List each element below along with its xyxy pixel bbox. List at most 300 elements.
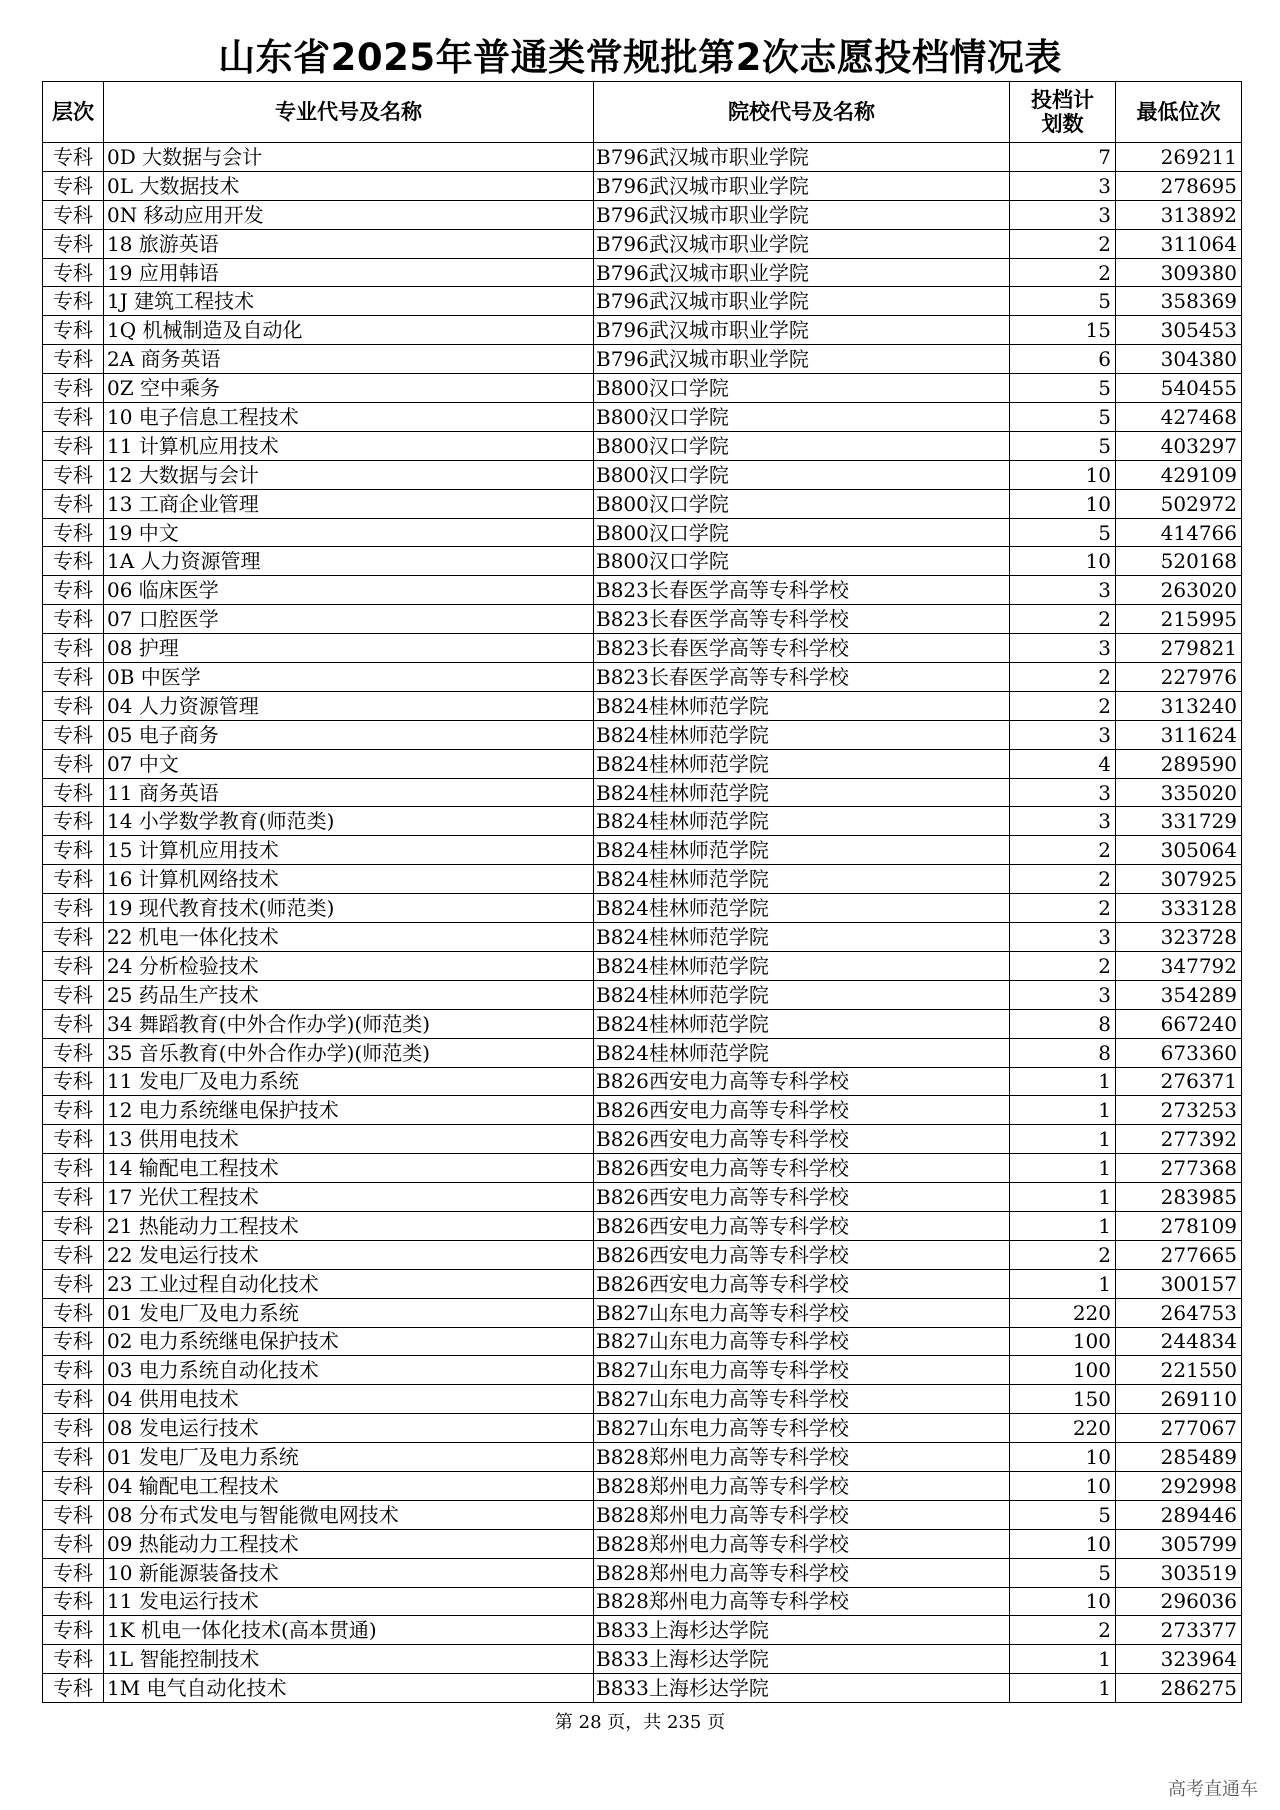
school-cell: B796武汉城市职业学院 <box>594 200 1010 229</box>
rank-cell: 279821 <box>1116 634 1242 663</box>
rank-cell: 333128 <box>1116 894 1242 923</box>
school-cell: B824桂林师范学院 <box>594 691 1010 720</box>
plan-cell: 5 <box>1010 431 1116 460</box>
rank-cell: 277665 <box>1116 1240 1242 1269</box>
major-cell: 14 输配电工程技术 <box>104 1154 594 1183</box>
school-cell: B800汉口学院 <box>594 374 1010 403</box>
major-cell: 34 舞蹈教育(中外合作办学)(师范类) <box>104 1009 594 1038</box>
level-cell: 专科 <box>43 663 104 692</box>
table-row <box>43 691 1242 720</box>
rank-cell: 354289 <box>1116 980 1242 1009</box>
school-cell: B796武汉城市职业学院 <box>594 345 1010 374</box>
level-cell: 专科 <box>43 836 104 865</box>
level-cell: 专科 <box>43 143 104 172</box>
plan-cell: 2 <box>1010 605 1116 634</box>
rank-cell: 311624 <box>1116 720 1242 749</box>
plan-cell: 220 <box>1010 1298 1116 1327</box>
plan-cell: 1 <box>1010 1211 1116 1240</box>
major-cell: 0L 大数据技术 <box>104 171 594 200</box>
table-row <box>43 1067 1242 1096</box>
major-cell: 1M 电气自动化技术 <box>104 1674 594 1703</box>
level-cell: 专科 <box>43 951 104 980</box>
table-row <box>43 1125 1242 1154</box>
table-row <box>43 1529 1242 1558</box>
school-cell: B800汉口学院 <box>594 403 1010 432</box>
level-cell: 专科 <box>43 1038 104 1067</box>
rank-cell: 277392 <box>1116 1125 1242 1154</box>
plan-cell: 1 <box>1010 1067 1116 1096</box>
major-cell: 1J 建筑工程技术 <box>104 287 594 316</box>
table-row <box>43 1154 1242 1183</box>
school-cell: B827山东电力高等专科学校 <box>594 1356 1010 1385</box>
major-cell: 14 小学数学教育(师范类) <box>104 807 594 836</box>
table-row <box>43 663 1242 692</box>
rank-cell: 313240 <box>1116 691 1242 720</box>
level-cell: 专科 <box>43 576 104 605</box>
school-cell: B827山东电力高等专科学校 <box>594 1414 1010 1443</box>
table-row <box>43 778 1242 807</box>
level-cell: 专科 <box>43 605 104 634</box>
plan-cell: 1 <box>1010 1183 1116 1212</box>
school-cell: B833上海杉达学院 <box>594 1645 1010 1674</box>
table-row <box>43 605 1242 634</box>
level-cell: 专科 <box>43 749 104 778</box>
plan-cell: 2 <box>1010 691 1116 720</box>
level-cell: 专科 <box>43 1125 104 1154</box>
level-cell: 专科 <box>43 460 104 489</box>
level-cell: 专科 <box>43 1645 104 1674</box>
school-cell: B826西安电力高等专科学校 <box>594 1183 1010 1212</box>
major-cell: 35 音乐教育(中外合作办学)(师范类) <box>104 1038 594 1067</box>
plan-cell: 2 <box>1010 1240 1116 1269</box>
rank-cell: 311064 <box>1116 229 1242 258</box>
level-cell: 专科 <box>43 1269 104 1298</box>
rank-cell: 296036 <box>1116 1587 1242 1616</box>
school-cell: B800汉口学院 <box>594 489 1010 518</box>
rank-cell: 264753 <box>1116 1298 1242 1327</box>
plan-cell: 10 <box>1010 1587 1116 1616</box>
school-cell: B824桂林师范学院 <box>594 807 1010 836</box>
level-cell: 专科 <box>43 980 104 1009</box>
table-row <box>43 403 1242 432</box>
rank-cell: 277067 <box>1116 1414 1242 1443</box>
plan-cell: 3 <box>1010 200 1116 229</box>
level-cell: 专科 <box>43 316 104 345</box>
school-cell: B828郑州电力高等专科学校 <box>594 1558 1010 1587</box>
table-row <box>43 749 1242 778</box>
rank-cell: 429109 <box>1116 460 1242 489</box>
table-row <box>43 1298 1242 1327</box>
major-cell: 0B 中医学 <box>104 663 594 692</box>
table-row <box>43 923 1242 952</box>
plan-cell: 1 <box>1010 1125 1116 1154</box>
level-cell: 专科 <box>43 287 104 316</box>
rank-cell: 292998 <box>1116 1471 1242 1500</box>
school-cell: B800汉口学院 <box>594 431 1010 460</box>
level-cell: 专科 <box>43 345 104 374</box>
plan-cell: 3 <box>1010 576 1116 605</box>
rank-cell: 520168 <box>1116 547 1242 576</box>
rank-cell: 263020 <box>1116 576 1242 605</box>
school-cell: B800汉口学院 <box>594 547 1010 576</box>
plan-cell: 2 <box>1010 951 1116 980</box>
school-cell: B826西安电力高等专科学校 <box>594 1067 1010 1096</box>
major-cell: 01 发电厂及电力系统 <box>104 1298 594 1327</box>
school-cell: B800汉口学院 <box>594 518 1010 547</box>
table-row <box>43 1269 1242 1298</box>
level-cell: 专科 <box>43 1327 104 1356</box>
rank-cell: 305064 <box>1116 836 1242 865</box>
rank-cell: 303519 <box>1116 1558 1242 1587</box>
major-cell: 01 发电厂及电力系统 <box>104 1443 594 1472</box>
school-cell: B796武汉城市职业学院 <box>594 316 1010 345</box>
school-cell: B826西安电力高等专科学校 <box>594 1154 1010 1183</box>
rank-cell: 358369 <box>1116 287 1242 316</box>
table-row <box>43 1674 1242 1703</box>
rank-cell: 285489 <box>1116 1443 1242 1472</box>
rank-cell: 227976 <box>1116 663 1242 692</box>
major-cell: 2A 商务英语 <box>104 345 594 374</box>
table-row <box>43 1211 1242 1240</box>
table-row <box>43 1414 1242 1443</box>
school-cell: B823长春医学高等专科学校 <box>594 576 1010 605</box>
rank-cell: 215995 <box>1116 605 1242 634</box>
rank-cell: 278109 <box>1116 1211 1242 1240</box>
level-cell: 专科 <box>43 894 104 923</box>
table-row <box>43 460 1242 489</box>
major-cell: 05 电子商务 <box>104 720 594 749</box>
plan-cell: 3 <box>1010 778 1116 807</box>
level-cell: 专科 <box>43 547 104 576</box>
school-cell: B824桂林师范学院 <box>594 836 1010 865</box>
rank-cell: 269211 <box>1116 143 1242 172</box>
level-cell: 专科 <box>43 1558 104 1587</box>
major-cell: 07 中文 <box>104 749 594 778</box>
school-cell: B826西安电力高等专科学校 <box>594 1240 1010 1269</box>
plan-cell: 2 <box>1010 836 1116 865</box>
level-cell: 专科 <box>43 1240 104 1269</box>
table-row <box>43 1038 1242 1067</box>
level-cell: 专科 <box>43 518 104 547</box>
plan-cell: 100 <box>1010 1327 1116 1356</box>
table-row <box>43 1558 1242 1587</box>
plan-cell: 3 <box>1010 980 1116 1009</box>
school-cell: B826西安电力高等专科学校 <box>594 1211 1010 1240</box>
plan-cell: 3 <box>1010 807 1116 836</box>
major-cell: 24 分析检验技术 <box>104 951 594 980</box>
rank-cell: 414766 <box>1116 518 1242 547</box>
major-cell: 03 电力系统自动化技术 <box>104 1356 594 1385</box>
school-cell: B823长春医学高等专科学校 <box>594 663 1010 692</box>
major-cell: 0N 移动应用开发 <box>104 200 594 229</box>
major-cell: 10 新能源装备技术 <box>104 1558 594 1587</box>
table-row <box>43 1385 1242 1414</box>
major-cell: 21 热能动力工程技术 <box>104 1211 594 1240</box>
major-cell: 08 护理 <box>104 634 594 663</box>
table-row <box>43 1356 1242 1385</box>
plan-cell: 8 <box>1010 1038 1116 1067</box>
table-row <box>43 200 1242 229</box>
plan-cell: 1 <box>1010 1674 1116 1703</box>
table-header-row <box>43 82 1242 143</box>
major-cell: 19 现代教育技术(师范类) <box>104 894 594 923</box>
school-cell: B824桂林师范学院 <box>594 1038 1010 1067</box>
header-level: 层次 <box>43 82 104 143</box>
rank-cell: 244834 <box>1116 1327 1242 1356</box>
level-cell: 专科 <box>43 1154 104 1183</box>
level-cell: 专科 <box>43 1385 104 1414</box>
major-cell: 12 电力系统继电保护技术 <box>104 1096 594 1125</box>
rank-cell: 323728 <box>1116 923 1242 952</box>
rank-cell: 313892 <box>1116 200 1242 229</box>
plan-cell: 10 <box>1010 1529 1116 1558</box>
major-cell: 0Z 空中乘务 <box>104 374 594 403</box>
major-cell: 17 光伏工程技术 <box>104 1183 594 1212</box>
rank-cell: 276371 <box>1116 1067 1242 1096</box>
plan-cell: 10 <box>1010 547 1116 576</box>
table-row <box>43 143 1242 172</box>
school-cell: B826西安电力高等专科学校 <box>594 1269 1010 1298</box>
plan-cell: 220 <box>1010 1414 1116 1443</box>
plan-cell: 6 <box>1010 345 1116 374</box>
rank-cell: 289446 <box>1116 1500 1242 1529</box>
rank-cell: 309380 <box>1116 258 1242 287</box>
level-cell: 专科 <box>43 1471 104 1500</box>
table-body <box>43 143 1242 1703</box>
major-cell: 25 药品生产技术 <box>104 980 594 1009</box>
table-row <box>43 1616 1242 1645</box>
plan-cell: 10 <box>1010 1471 1116 1500</box>
level-cell: 专科 <box>43 1356 104 1385</box>
level-cell: 专科 <box>43 1414 104 1443</box>
table-row <box>43 518 1242 547</box>
plan-cell: 2 <box>1010 663 1116 692</box>
rank-cell: 289590 <box>1116 749 1242 778</box>
header-major: 专业代号及名称 <box>104 82 594 143</box>
major-cell: 1K 机电一体化技术(高本贯通) <box>104 1616 594 1645</box>
major-cell: 23 工业过程自动化技术 <box>104 1269 594 1298</box>
major-cell: 19 中文 <box>104 518 594 547</box>
table-row <box>43 171 1242 200</box>
table-row <box>43 287 1242 316</box>
major-cell: 11 发电运行技术 <box>104 1587 594 1616</box>
school-cell: B796武汉城市职业学院 <box>594 258 1010 287</box>
table-row <box>43 894 1242 923</box>
level-cell: 专科 <box>43 1211 104 1240</box>
school-cell: B800汉口学院 <box>594 460 1010 489</box>
plan-cell: 10 <box>1010 460 1116 489</box>
rank-cell: 278695 <box>1116 171 1242 200</box>
school-cell: B824桂林师范学院 <box>594 923 1010 952</box>
level-cell: 专科 <box>43 1009 104 1038</box>
major-cell: 0D 大数据与会计 <box>104 143 594 172</box>
rank-cell: 331729 <box>1116 807 1242 836</box>
table-row <box>43 1009 1242 1038</box>
school-cell: B833上海杉达学院 <box>594 1674 1010 1703</box>
major-cell: 1L 智能控制技术 <box>104 1645 594 1674</box>
level-cell: 专科 <box>43 1183 104 1212</box>
table-row <box>43 547 1242 576</box>
major-cell: 11 商务英语 <box>104 778 594 807</box>
plan-cell: 1 <box>1010 1154 1116 1183</box>
major-cell: 04 输配电工程技术 <box>104 1471 594 1500</box>
table-row <box>43 1327 1242 1356</box>
major-cell: 10 电子信息工程技术 <box>104 403 594 432</box>
table-row <box>43 489 1242 518</box>
level-cell: 专科 <box>43 1674 104 1703</box>
major-cell: 04 供用电技术 <box>104 1385 594 1414</box>
rank-cell: 305453 <box>1116 316 1242 345</box>
admission-table <box>42 81 1242 1703</box>
rank-cell: 221550 <box>1116 1356 1242 1385</box>
watermark: 高考直通车 <box>1168 1779 1258 1800</box>
rank-cell: 502972 <box>1116 489 1242 518</box>
major-cell: 1Q 机械制造及自动化 <box>104 316 594 345</box>
school-cell: B828郑州电力高等专科学校 <box>594 1443 1010 1472</box>
plan-cell: 2 <box>1010 229 1116 258</box>
major-cell: 13 工商企业管理 <box>104 489 594 518</box>
rank-cell: 323964 <box>1116 1645 1242 1674</box>
table-row <box>43 431 1242 460</box>
table-row <box>43 345 1242 374</box>
table-row <box>43 1240 1242 1269</box>
table-row <box>43 865 1242 894</box>
header-plan-line1: 投档计 <box>1031 88 1094 112</box>
table-row <box>43 980 1242 1009</box>
level-cell: 专科 <box>43 258 104 287</box>
major-cell: 12 大数据与会计 <box>104 460 594 489</box>
school-cell: B827山东电力高等专科学校 <box>594 1298 1010 1327</box>
plan-cell: 2 <box>1010 865 1116 894</box>
table-row <box>43 576 1242 605</box>
table-row <box>43 258 1242 287</box>
level-cell: 专科 <box>43 171 104 200</box>
school-cell: B824桂林师范学院 <box>594 980 1010 1009</box>
rank-cell: 347792 <box>1116 951 1242 980</box>
major-cell: 13 供用电技术 <box>104 1125 594 1154</box>
level-cell: 专科 <box>43 229 104 258</box>
plan-cell: 100 <box>1010 1356 1116 1385</box>
table-row <box>43 1645 1242 1674</box>
plan-cell: 1 <box>1010 1269 1116 1298</box>
school-cell: B826西安电力高等专科学校 <box>594 1096 1010 1125</box>
major-cell: 19 应用韩语 <box>104 258 594 287</box>
major-cell: 11 发电厂及电力系统 <box>104 1067 594 1096</box>
rank-cell: 273377 <box>1116 1616 1242 1645</box>
school-cell: B824桂林师范学院 <box>594 894 1010 923</box>
level-cell: 专科 <box>43 403 104 432</box>
school-cell: B796武汉城市职业学院 <box>594 229 1010 258</box>
school-cell: B824桂林师范学院 <box>594 778 1010 807</box>
table-row <box>43 1443 1242 1472</box>
school-cell: B824桂林师范学院 <box>594 951 1010 980</box>
plan-cell: 3 <box>1010 634 1116 663</box>
major-cell: 04 人力资源管理 <box>104 691 594 720</box>
rank-cell: 273253 <box>1116 1096 1242 1125</box>
rank-cell: 403297 <box>1116 431 1242 460</box>
plan-cell: 1 <box>1010 1645 1116 1674</box>
school-cell: B796武汉城市职业学院 <box>594 171 1010 200</box>
level-cell: 专科 <box>43 634 104 663</box>
school-cell: B826西安电力高等专科学校 <box>594 1125 1010 1154</box>
table-row <box>43 1587 1242 1616</box>
major-cell: 18 旅游英语 <box>104 229 594 258</box>
major-cell: 16 计算机网络技术 <box>104 865 594 894</box>
plan-cell: 2 <box>1010 258 1116 287</box>
level-cell: 专科 <box>43 778 104 807</box>
level-cell: 专科 <box>43 865 104 894</box>
school-cell: B824桂林师范学院 <box>594 865 1010 894</box>
major-cell: 08 发电运行技术 <box>104 1414 594 1443</box>
level-cell: 专科 <box>43 1096 104 1125</box>
plan-cell: 7 <box>1010 143 1116 172</box>
rank-cell: 277368 <box>1116 1154 1242 1183</box>
level-cell: 专科 <box>43 431 104 460</box>
plan-cell: 3 <box>1010 171 1116 200</box>
plan-cell: 5 <box>1010 374 1116 403</box>
major-cell: 02 电力系统继电保护技术 <box>104 1327 594 1356</box>
plan-cell: 5 <box>1010 1500 1116 1529</box>
school-cell: B824桂林师范学院 <box>594 1009 1010 1038</box>
school-cell: B833上海杉达学院 <box>594 1616 1010 1645</box>
table-row <box>43 1471 1242 1500</box>
school-cell: B828郑州电力高等专科学校 <box>594 1529 1010 1558</box>
table-row <box>43 229 1242 258</box>
table-row <box>43 1096 1242 1125</box>
rank-cell: 269110 <box>1116 1385 1242 1414</box>
school-cell: B824桂林师范学院 <box>594 749 1010 778</box>
table-row <box>43 720 1242 749</box>
rank-cell: 286275 <box>1116 1674 1242 1703</box>
level-cell: 专科 <box>43 1298 104 1327</box>
level-cell: 专科 <box>43 807 104 836</box>
plan-cell: 150 <box>1010 1385 1116 1414</box>
table-row <box>43 836 1242 865</box>
plan-cell: 5 <box>1010 287 1116 316</box>
major-cell: 15 计算机应用技术 <box>104 836 594 865</box>
plan-cell: 5 <box>1010 1558 1116 1587</box>
school-cell: B823长春医学高等专科学校 <box>594 634 1010 663</box>
header-rank: 最低位次 <box>1116 82 1242 143</box>
plan-cell: 4 <box>1010 749 1116 778</box>
level-cell: 专科 <box>43 200 104 229</box>
plan-cell: 15 <box>1010 316 1116 345</box>
level-cell: 专科 <box>43 1443 104 1472</box>
table-row <box>43 951 1242 980</box>
header-plan-line2: 划数 <box>1041 112 1084 136</box>
plan-cell: 5 <box>1010 518 1116 547</box>
table-row <box>43 374 1242 403</box>
school-cell: B828郑州电力高等专科学校 <box>594 1587 1010 1616</box>
major-cell: 09 热能动力工程技术 <box>104 1529 594 1558</box>
rank-cell: 667240 <box>1116 1009 1242 1038</box>
school-cell: B828郑州电力高等专科学校 <box>594 1500 1010 1529</box>
table-row <box>43 1183 1242 1212</box>
major-cell: 22 发电运行技术 <box>104 1240 594 1269</box>
plan-cell: 5 <box>1010 403 1116 432</box>
rank-cell: 300157 <box>1116 1269 1242 1298</box>
school-cell: B824桂林师范学院 <box>594 720 1010 749</box>
header-school: 院校代号及名称 <box>594 82 1010 143</box>
school-cell: B827山东电力高等专科学校 <box>594 1385 1010 1414</box>
header-plan <box>1010 82 1116 143</box>
rank-cell: 283985 <box>1116 1183 1242 1212</box>
major-cell: 06 临床医学 <box>104 576 594 605</box>
level-cell: 专科 <box>43 1529 104 1558</box>
page-footer: 第 28 页，共 235 页 <box>554 1712 726 1733</box>
level-cell: 专科 <box>43 923 104 952</box>
major-cell: 08 分布式发电与智能微电网技术 <box>104 1500 594 1529</box>
